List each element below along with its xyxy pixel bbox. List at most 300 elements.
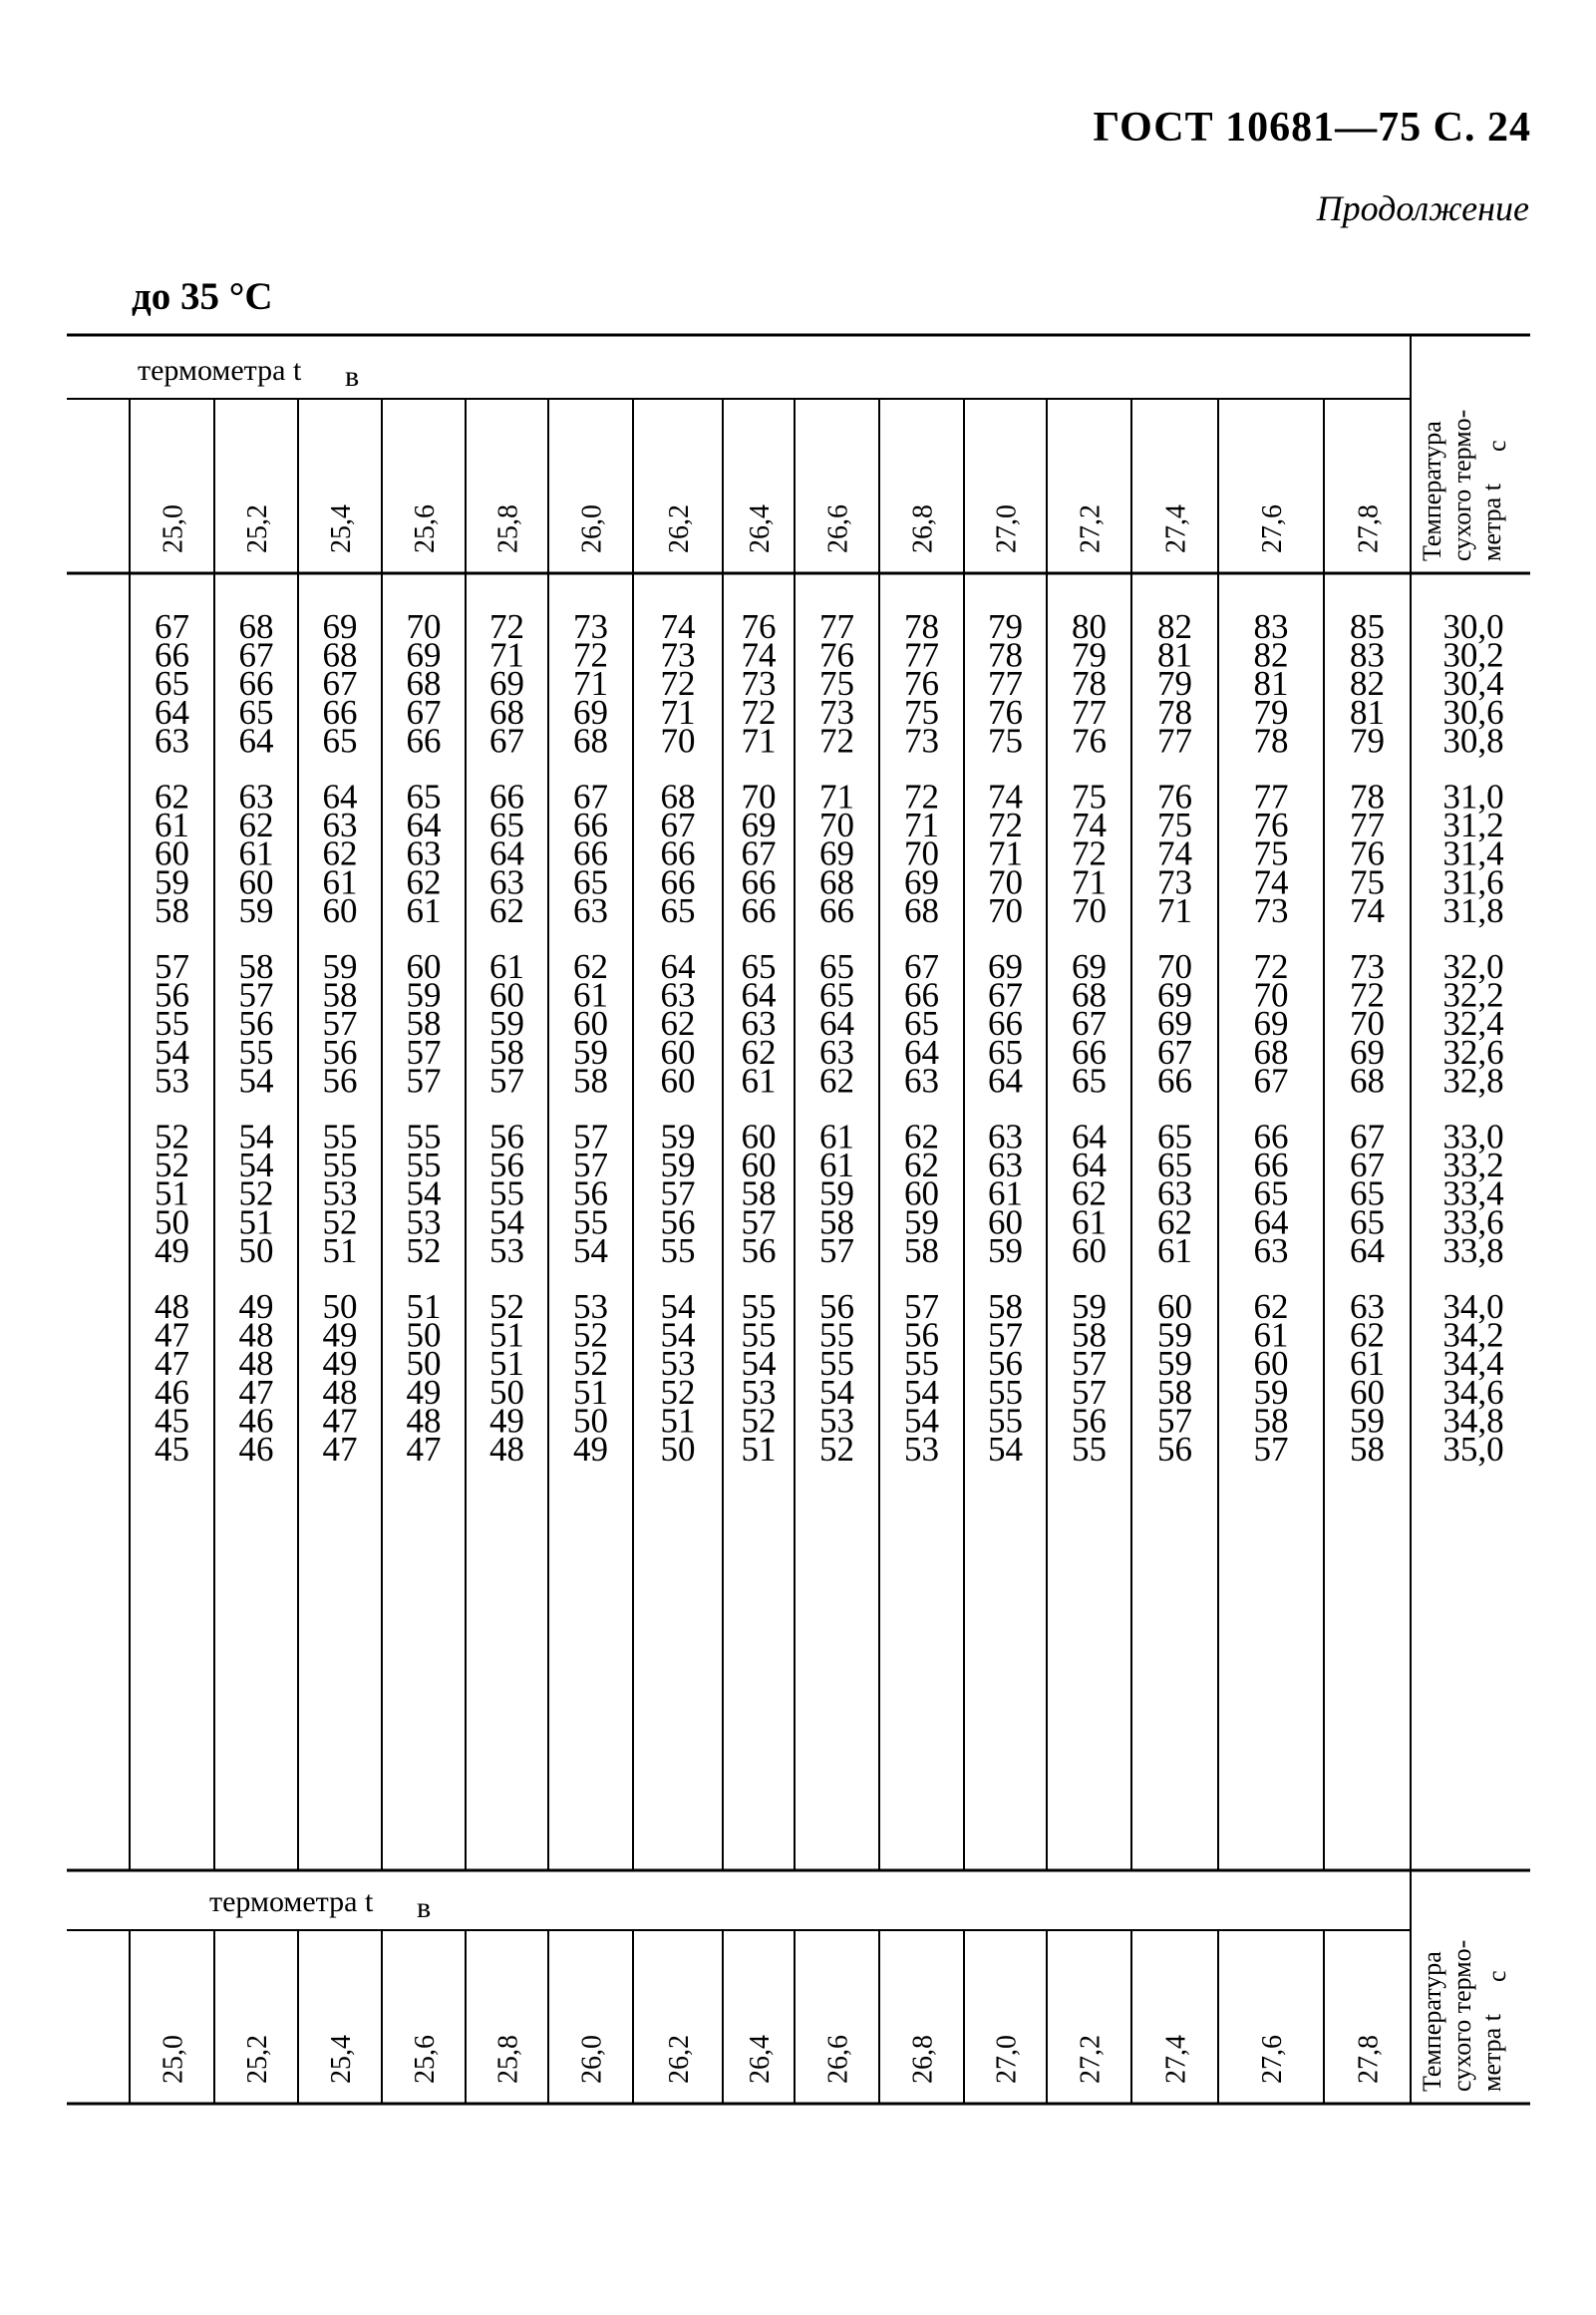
header-top-wet-column-label: 26,4	[745, 504, 776, 553]
table-cell: 58	[406, 1004, 442, 1044]
header-bottom-wet-column-label: 26,6	[822, 2035, 854, 2084]
table-cell: 70	[988, 862, 1023, 902]
table-cell: 65	[155, 664, 189, 704]
table-cell: 76	[741, 607, 777, 646]
dry-temperature-cell: 34,8	[1442, 1401, 1504, 1441]
table-cell: 81	[1350, 692, 1385, 732]
table-cell: 82	[1157, 607, 1192, 646]
table-cell: 83	[1253, 607, 1289, 646]
table-cell: 52	[238, 1173, 274, 1213]
table-cell: 58	[741, 1173, 777, 1213]
table-cell: 58	[819, 1202, 854, 1242]
table-cell: 67	[238, 635, 274, 675]
table-cell: 49	[155, 1230, 189, 1270]
table-cell: 70	[1072, 890, 1107, 930]
header-bottom-wet-column-label: 25,6	[410, 2035, 441, 2084]
table-cell: 66	[155, 635, 189, 675]
table-cell: 75	[904, 692, 939, 732]
dry-temperature-cell: 33,6	[1442, 1202, 1504, 1242]
dry-temperature-cell: 30,4	[1442, 664, 1504, 704]
table-cell: 66	[660, 862, 696, 902]
table-cell: 69	[1253, 1004, 1289, 1044]
table-cell: 73	[741, 664, 777, 704]
table-cell: 66	[988, 1004, 1023, 1044]
table-cell: 67	[988, 975, 1023, 1015]
table-cell: 48	[489, 1430, 524, 1469]
table-cell: 69	[1157, 1004, 1192, 1044]
table-cell: 65	[573, 862, 608, 902]
table-cell: 64	[406, 806, 442, 845]
table-cell: 52	[741, 1401, 777, 1441]
header-bottom-wet-column-label: 26,8	[907, 2035, 939, 2084]
table-cell: 65	[1157, 1146, 1192, 1185]
table-cell: 66	[1253, 1146, 1289, 1185]
table-cell: 67	[904, 947, 939, 986]
dry-temperature-cell: 33,2	[1442, 1146, 1504, 1185]
table-cell: 55	[819, 1315, 854, 1355]
dry-temperature-cell: 31,6	[1442, 862, 1504, 902]
table-cell: 55	[406, 1146, 442, 1185]
table-cell: 75	[1072, 777, 1107, 817]
table-cell: 62	[904, 1117, 939, 1157]
table-cell: 68	[819, 862, 854, 902]
table-cell: 63	[1157, 1173, 1192, 1213]
header-bottom-group-subscript: в	[417, 1891, 432, 1924]
header-bottom-side-label-line: Температура	[1418, 1951, 1446, 2092]
table-cell: 60	[1253, 1344, 1289, 1384]
dry-temperature-cell: 31,4	[1442, 833, 1504, 873]
table-cell: 75	[988, 721, 1023, 761]
table-cell: 58	[904, 1230, 939, 1270]
table-cell: 50	[573, 1401, 608, 1441]
table-cell: 61	[819, 1117, 854, 1157]
table-cell: 48	[322, 1372, 358, 1412]
range-heading: до 35 °С	[132, 275, 273, 318]
table-cell: 59	[1350, 1401, 1385, 1441]
table-cell: 54	[155, 1032, 189, 1072]
dry-temperature-cell: 35,0	[1442, 1430, 1504, 1469]
table-cell: 60	[741, 1146, 777, 1185]
dry-temperature-cell: 34,4	[1442, 1344, 1504, 1384]
table-cell: 64	[1072, 1117, 1107, 1157]
header-bottom-wet-column-label: 26,4	[745, 2035, 776, 2084]
table-cell: 73	[1157, 862, 1192, 902]
table-cell: 71	[489, 635, 524, 675]
table-cell: 55	[741, 1315, 777, 1355]
header-top-side-label-line: метра t	[1477, 484, 1506, 561]
header-bottom-wet-column-label: 25,0	[158, 2035, 189, 2084]
table-cell: 59	[660, 1146, 696, 1185]
table-cell: 63	[1253, 1230, 1289, 1270]
table-cell: 58	[322, 975, 358, 1015]
table-cell: 51	[660, 1401, 696, 1441]
table-cell: 77	[988, 664, 1023, 704]
table-cell: 53	[741, 1372, 777, 1412]
table-cell: 66	[238, 664, 274, 704]
table-cell: 69	[406, 635, 442, 675]
table-cell: 73	[660, 635, 696, 675]
table-cell: 56	[238, 1004, 274, 1044]
table-cell: 79	[1072, 635, 1107, 675]
table-cell: 67	[1072, 1004, 1107, 1044]
table-cell: 75	[1350, 862, 1385, 902]
table-cell: 63	[660, 975, 696, 1015]
table-cell: 73	[1350, 947, 1385, 986]
table-cell: 64	[741, 975, 777, 1015]
table-cell: 65	[1253, 1173, 1289, 1213]
continuation-label: Продолжение	[1316, 188, 1529, 228]
table-cell: 74	[1157, 833, 1192, 873]
table-cell: 58	[1072, 1315, 1107, 1355]
table-cell: 58	[238, 947, 274, 986]
table-cell: 54	[238, 1146, 274, 1185]
dry-temperature-cell: 32,8	[1442, 1061, 1504, 1101]
table-cell: 56	[489, 1146, 524, 1185]
table-cell: 76	[904, 664, 939, 704]
table-cell: 64	[1253, 1202, 1289, 1242]
table-cell: 70	[819, 806, 854, 845]
table-cell: 62	[1350, 1315, 1385, 1355]
table-cell: 61	[573, 975, 608, 1015]
table-cell: 57	[904, 1287, 939, 1326]
header-top-side-label-subscript: с	[1482, 440, 1511, 452]
table-cell: 63	[741, 1004, 777, 1044]
table-cell: 71	[660, 692, 696, 732]
table-cell: 55	[573, 1202, 608, 1242]
table-cell: 70	[988, 890, 1023, 930]
table-cell: 72	[988, 806, 1023, 845]
table-cell: 61	[155, 806, 189, 845]
table-cell: 63	[819, 1032, 854, 1072]
table-cell: 68	[1253, 1032, 1289, 1072]
table-cell: 77	[1253, 777, 1289, 817]
table-cell: 60	[988, 1202, 1023, 1242]
table-cell: 64	[322, 777, 358, 817]
table-cell: 74	[1072, 806, 1107, 845]
table-cell: 50	[489, 1372, 524, 1412]
table-cell: 66	[1253, 1117, 1289, 1157]
table-cell: 62	[1157, 1202, 1192, 1242]
table-cell: 60	[741, 1117, 777, 1157]
table-cell: 79	[988, 607, 1023, 646]
table-cell: 71	[988, 833, 1023, 873]
table-cell: 72	[489, 607, 524, 646]
table-cell: 69	[988, 947, 1023, 986]
dry-temperature-cell: 33,0	[1442, 1117, 1504, 1157]
table-cell: 57	[1157, 1401, 1192, 1441]
table-cell: 54	[904, 1372, 939, 1412]
table-cell: 59	[406, 975, 442, 1015]
table-cell: 47	[322, 1401, 358, 1441]
table-cell: 72	[573, 635, 608, 675]
table-cell: 61	[322, 862, 358, 902]
table-cell: 53	[573, 1287, 608, 1326]
table-cell: 60	[1350, 1372, 1385, 1412]
table-cell: 77	[1157, 721, 1192, 761]
dry-temperature-cell: 32,0	[1442, 947, 1504, 986]
table-cell: 81	[1157, 635, 1192, 675]
table-cell: 49	[406, 1372, 442, 1412]
table-cell: 60	[1157, 1287, 1192, 1326]
table-cell: 71	[819, 777, 854, 817]
table-cell: 51	[406, 1287, 442, 1326]
table-cell: 73	[573, 607, 608, 646]
table-cell: 50	[406, 1344, 442, 1384]
table-cell: 68	[1350, 1061, 1385, 1101]
header-top-group-subscript: в	[345, 360, 360, 393]
table-cell: 74	[1350, 890, 1385, 930]
table-cell: 77	[819, 607, 854, 646]
page-title: ГОСТ 10681—75 С. 24	[1093, 105, 1531, 151]
table-cell: 79	[1157, 664, 1192, 704]
table-cell: 65	[1350, 1173, 1385, 1213]
table-cell: 48	[238, 1315, 274, 1355]
table-cell: 82	[1350, 664, 1385, 704]
table-cell: 60	[322, 890, 358, 930]
table-cell: 61	[406, 890, 442, 930]
table-cell: 61	[1253, 1315, 1289, 1355]
table-cell: 51	[322, 1230, 358, 1270]
table-cell: 62	[904, 1146, 939, 1185]
table-cell: 72	[1350, 975, 1385, 1015]
table-cell: 53	[406, 1202, 442, 1242]
table-cell: 70	[1157, 947, 1192, 986]
table-cell: 65	[1350, 1202, 1385, 1242]
table-cell: 57	[489, 1061, 524, 1101]
header-top-wet-column-label: 26,6	[822, 504, 854, 553]
table-cell: 53	[322, 1173, 358, 1213]
header-top-wet-column-label: 25,8	[492, 504, 524, 553]
header-top-wet-column-label: 25,0	[158, 504, 189, 553]
table-cell: 55	[238, 1032, 274, 1072]
table-cell: 57	[741, 1202, 777, 1242]
table-cell: 67	[322, 664, 358, 704]
table-cell: 65	[238, 692, 274, 732]
header-top-side-label-line: сухого термо-	[1447, 409, 1476, 561]
table-cell: 63	[406, 833, 442, 873]
table-cell: 70	[660, 721, 696, 761]
table-cell: 66	[741, 890, 777, 930]
table-cell: 53	[155, 1061, 189, 1101]
table-cell: 56	[988, 1344, 1023, 1384]
table-cell: 53	[904, 1430, 939, 1469]
table-cell: 66	[660, 833, 696, 873]
table-cell: 55	[322, 1146, 358, 1185]
table-cell: 57	[406, 1032, 442, 1072]
dry-temperature-cell: 33,4	[1442, 1173, 1504, 1213]
table-cell: 49	[573, 1430, 608, 1469]
table-cell: 54	[489, 1202, 524, 1242]
table-cell: 70	[741, 777, 777, 817]
table-cell: 78	[1350, 777, 1385, 817]
header-bottom-wet-column-label: 25,2	[242, 2035, 273, 2084]
table-cell: 64	[660, 947, 696, 986]
header-top-wet-column-label: 25,6	[410, 504, 441, 553]
table-cell: 62	[819, 1061, 854, 1101]
table-cell: 49	[322, 1344, 358, 1384]
table-cell: 48	[155, 1287, 189, 1326]
table-cell: 68	[322, 635, 358, 675]
table-cell: 59	[573, 1032, 608, 1072]
header-top-wet-column-label: 27,0	[991, 504, 1023, 553]
header-bottom-group-label: термометра t	[209, 1885, 374, 1918]
table-cell: 53	[489, 1230, 524, 1270]
table-cell: 55	[741, 1287, 777, 1326]
table-cell: 61	[238, 833, 274, 873]
table-cell: 59	[238, 890, 274, 930]
dry-temperature-cell: 33,8	[1442, 1230, 1504, 1270]
table-cell: 56	[155, 975, 189, 1015]
table-cell: 55	[904, 1344, 939, 1384]
table-cell: 72	[1253, 947, 1289, 986]
table-cell: 64	[1350, 1230, 1385, 1270]
table-cell: 51	[238, 1202, 274, 1242]
table-cell: 67	[1350, 1117, 1385, 1157]
dry-temperature-cell: 34,0	[1442, 1287, 1504, 1326]
header-bottom-wet-column-label: 26,2	[664, 2035, 695, 2084]
table-cell: 55	[489, 1173, 524, 1213]
table-cell: 46	[238, 1401, 274, 1441]
table-cell: 62	[322, 833, 358, 873]
table-cell: 54	[660, 1315, 696, 1355]
table-cell: 74	[988, 777, 1023, 817]
table-cell: 46	[155, 1372, 189, 1412]
table-cell: 47	[322, 1430, 358, 1469]
table-cell: 57	[1072, 1344, 1107, 1384]
table-cell: 63	[155, 721, 189, 761]
table-cell: 55	[1072, 1430, 1107, 1469]
table-cell: 58	[573, 1061, 608, 1101]
table-cell: 47	[155, 1315, 189, 1355]
table-cell: 59	[904, 1202, 939, 1242]
header-top-wet-column-label: 25,2	[242, 504, 273, 553]
table-cell: 74	[1253, 862, 1289, 902]
table-cell: 59	[819, 1173, 854, 1213]
header-bottom-wet-column-label: 27,6	[1257, 2035, 1288, 2084]
table-cell: 52	[155, 1146, 189, 1185]
table-cell: 60	[1072, 1230, 1107, 1270]
table-cell: 59	[489, 1004, 524, 1044]
table-cell: 59	[1253, 1372, 1289, 1412]
table-cell: 67	[489, 721, 524, 761]
table-cell: 57	[322, 1004, 358, 1044]
table-cell: 57	[238, 975, 274, 1015]
table-cell: 78	[1157, 692, 1192, 732]
table-cell: 66	[1157, 1061, 1192, 1101]
table-cell: 61	[1350, 1344, 1385, 1384]
table-cell: 76	[1072, 721, 1107, 761]
table-cell: 64	[489, 833, 524, 873]
table-cell: 65	[904, 1004, 939, 1044]
table-cell: 55	[406, 1117, 442, 1157]
header-bottom-side-label-line: метра t	[1477, 2014, 1506, 2092]
table-cell: 54	[988, 1430, 1023, 1469]
table-cell: 70	[1350, 1004, 1385, 1044]
table-cell: 59	[1157, 1344, 1192, 1384]
table-cell: 56	[489, 1117, 524, 1157]
table-cell: 72	[741, 692, 777, 732]
table-cell: 60	[904, 1173, 939, 1213]
dry-temperature-cell: 32,2	[1442, 975, 1504, 1015]
table-cell: 51	[741, 1430, 777, 1469]
table-cell: 78	[988, 635, 1023, 675]
table-cell: 62	[155, 777, 189, 817]
header-bottom-wet-column-label: 27,8	[1353, 2035, 1385, 2084]
table-cell: 80	[1072, 607, 1107, 646]
header-top-group-label: термометра t	[138, 354, 302, 387]
table-cell: 63	[904, 1061, 939, 1101]
table-cell: 55	[988, 1372, 1023, 1412]
table-cell: 76	[988, 692, 1023, 732]
header-top-side-label-line: Температура	[1418, 421, 1446, 561]
table-cell: 76	[1350, 833, 1385, 873]
header-top-wet-column-label: 26,2	[664, 504, 695, 553]
table-cell: 61	[988, 1173, 1023, 1213]
table-cell: 57	[1253, 1430, 1289, 1469]
table-cell: 65	[322, 721, 358, 761]
table-cell: 56	[573, 1173, 608, 1213]
table-cell: 59	[1072, 1287, 1107, 1326]
table-cell: 66	[573, 833, 608, 873]
table-cell: 77	[1072, 692, 1107, 732]
table-cell: 60	[155, 833, 189, 873]
header-bottom-wet-column-label: 27,2	[1075, 2035, 1107, 2084]
table-cell: 74	[741, 635, 777, 675]
table-cell: 65	[1072, 1061, 1107, 1101]
table-cell: 57	[406, 1061, 442, 1101]
table-cell: 47	[406, 1430, 442, 1469]
table-cell: 73	[1253, 890, 1289, 930]
table-cell: 58	[1253, 1401, 1289, 1441]
table-cell: 72	[819, 721, 854, 761]
table-cell: 69	[1157, 975, 1192, 1015]
table-cell: 68	[1072, 975, 1107, 1015]
header-top-wet-column-label: 27,2	[1075, 504, 1107, 553]
table-cell: 73	[904, 721, 939, 761]
table-cell: 62	[573, 947, 608, 986]
table-cell: 62	[238, 806, 274, 845]
table-cell: 45	[155, 1401, 189, 1441]
table-cell: 69	[322, 607, 358, 646]
table-cell: 62	[406, 862, 442, 902]
table-cell: 51	[489, 1315, 524, 1355]
table-cell: 67	[406, 692, 442, 732]
table-cell: 63	[988, 1117, 1023, 1157]
header-bottom-side-label-subscript: с	[1482, 1970, 1511, 1982]
table-cell: 68	[573, 721, 608, 761]
table-cell: 78	[1253, 721, 1289, 761]
table-cell: 79	[1350, 721, 1385, 761]
table-cell: 54	[904, 1401, 939, 1441]
table-cell: 50	[238, 1230, 274, 1270]
table-cell: 67	[573, 777, 608, 817]
table-cell: 55	[155, 1004, 189, 1044]
table-cell: 61	[489, 947, 524, 986]
table-cell: 59	[155, 862, 189, 902]
table-cell: 65	[988, 1032, 1023, 1072]
table-cell: 54	[660, 1287, 696, 1326]
table-cell: 60	[573, 1004, 608, 1044]
table-cell: 66	[489, 777, 524, 817]
table-cell: 71	[741, 721, 777, 761]
table-cell: 53	[660, 1344, 696, 1384]
table-cell: 63	[322, 806, 358, 845]
table-cell: 54	[819, 1372, 854, 1412]
table-cell: 75	[819, 664, 854, 704]
table-cell: 50	[322, 1287, 358, 1326]
table-cell: 58	[155, 890, 189, 930]
header-top-wet-column-label: 27,4	[1160, 504, 1192, 553]
